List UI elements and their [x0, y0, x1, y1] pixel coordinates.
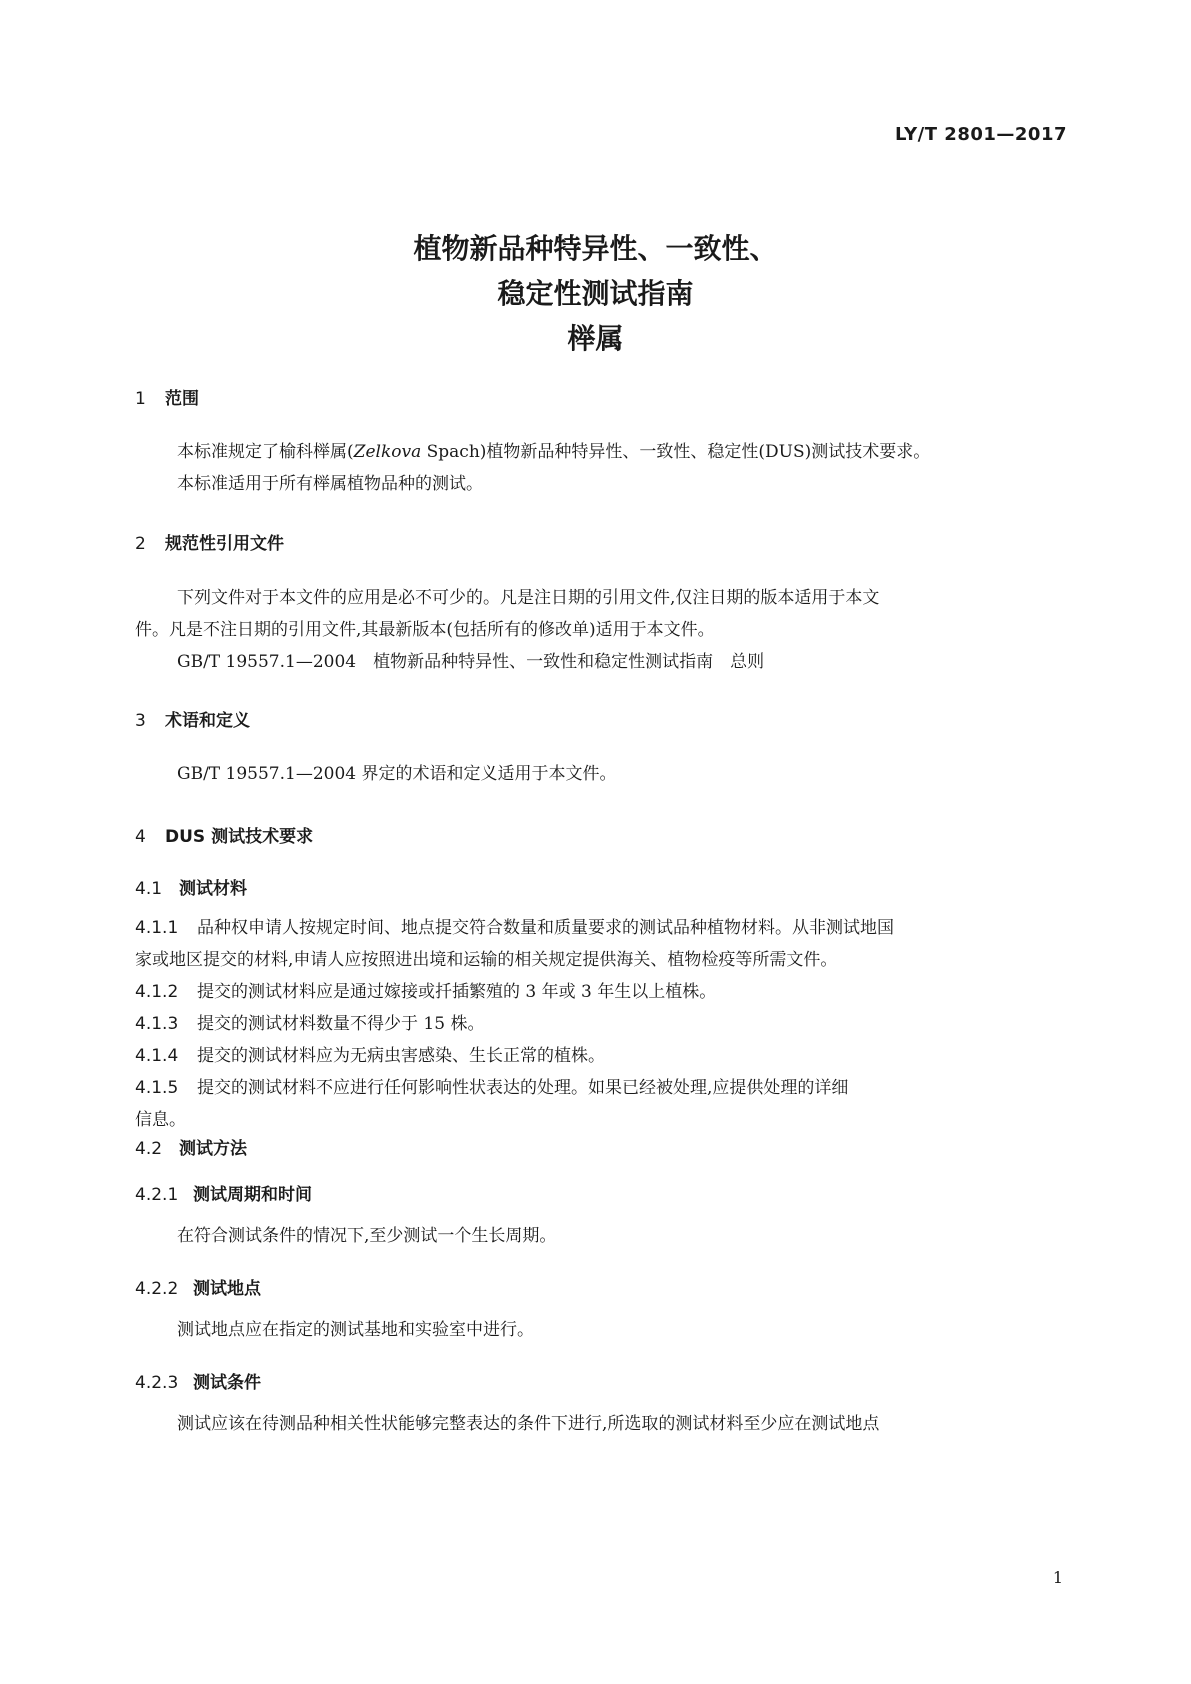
section-title: 测试材料 [179, 879, 247, 899]
section-2-heading [135, 529, 284, 554]
document-title [0, 226, 1191, 361]
title-line-2: 稳定性测试指南 [497, 277, 694, 310]
section-4-2-3-heading [135, 1368, 261, 1393]
section-number: 4.2 [135, 1139, 163, 1159]
clause-4-1-5: 4.1.5 提交的测试材料不应进行任何影响性状表达的处理。如果已经被处理,应提供处理的详细 [135, 1078, 849, 1098]
scope-sentence: 本标准规定了榆科榉属(Zelkova Spach)植物新品种特异性、一致性、稳定性(DUS)测试技术要求。 [177, 442, 931, 462]
section-4-2-3-paragraph: 测试应该在待测品种相关性状能够完整表达的条件下进行,所选取的测试材料至少应在测试地点 [177, 1414, 880, 1434]
clause-4-1-2: 4.1.2 提交的测试材料应是通过嫁接或扦插繁殖的 3 年或 3 年生以上植株。 [135, 982, 717, 1002]
clause-4-1-1: 4.1.1 品种权申请人按规定时间、地点提交符合数量和质量要求的测试品种植物材料。从非测试地国 [135, 918, 894, 938]
section-4-1-heading [135, 874, 247, 899]
section-3-paragraph: GB/T 19557.1—2004 界定的术语和定义适用于本文件。 [177, 764, 617, 784]
section-title: 测试条件 [193, 1373, 261, 1393]
section-number: 4.2.2 [135, 1279, 179, 1299]
clauses-4-1: 4.1.1 品种权申请人按规定时间、地点提交符合数量和质量要求的测试品种植物材料。从非测试地国 家或地区提交的材料,申请人应按照进出境和运输的相关规定提供海关、植物检疫等所需文件。 4.1.2 提交的测试材料应是通过嫁接或扦插繁殖的 3 年或 3 年生以上植株。 4.1.3 提交的测试材料数量不得少于 15 株。 4.1.4 提交的测试材料应为无病虫害感染、生长正常的植株。 4.1.5 提交的测试材料不应进行任何影响性状表达的处理。如果已经被处理,应提供处理的详细 信息。 [135, 912, 1061, 1136]
section-title: 测试方法 [179, 1139, 247, 1159]
section-4-2-heading [135, 1134, 247, 1159]
section-1-paragraph [135, 436, 1061, 500]
section-title: 测试地点 [193, 1279, 261, 1299]
section-title: 范围 [165, 389, 199, 409]
normative-reference: GB/T 19557.1—2004 植物新品种特异性、一致性和稳定性测试指南 总则 [177, 652, 765, 672]
clause-4-1-4: 4.1.4 提交的测试材料应为无病虫害感染、生长正常的植株。 [135, 1046, 605, 1066]
section-4-2-1-paragraph: 在符合测试条件的情况下,至少测试一个生长周期。 [177, 1226, 557, 1246]
section-number: 4 [135, 827, 146, 847]
section-3-heading [135, 706, 250, 731]
section-number: 4.1 [135, 879, 163, 899]
title-line-3: 榉属 [567, 322, 624, 355]
section-4-2-2-paragraph: 测试地点应在指定的测试基地和实验室中进行。 [177, 1320, 534, 1340]
standard-code: LY/T 2801—2017 [894, 124, 1067, 145]
clause-4-1-3: 4.1.3 提交的测试材料数量不得少于 15 株。 [135, 1014, 485, 1034]
section-title: 术语和定义 [165, 711, 250, 731]
section-number: 1 [135, 389, 146, 409]
section-1-heading [135, 384, 199, 409]
applicability-sentence: 本标准适用于所有榉属植物品种的测试。 [177, 474, 483, 494]
section-number: 2 [135, 534, 146, 554]
section-title: DUS 测试技术要求 [165, 827, 314, 847]
section-4-heading [135, 822, 313, 847]
section-4-2-1-heading [135, 1180, 312, 1205]
section-number: 3 [135, 711, 146, 731]
section-number: 4.2.1 [135, 1185, 179, 1205]
section-title: 测试周期和时间 [193, 1185, 312, 1205]
section-title: 规范性引用文件 [165, 534, 284, 554]
section-2-paragraph: 下列文件对于本文件的应用是必不可少的。凡是注日期的引用文件,仅注日期的版本适用于本文 件。凡是不注日期的引用文件,其最新版本(包括所有的修改单)适用于本文件。 GB/T 19557.1—2004 植物新品种特异性、一致性和稳定性测试指南 总则 [135, 582, 1061, 678]
title-line-1: 植物新品种特异性、一致性、 [413, 232, 778, 265]
page-number: 1 [1052, 1568, 1063, 1587]
genus-name: Zelkova [353, 442, 422, 462]
section-number: 4.2.3 [135, 1373, 179, 1393]
section-4-2-2-heading [135, 1274, 261, 1299]
